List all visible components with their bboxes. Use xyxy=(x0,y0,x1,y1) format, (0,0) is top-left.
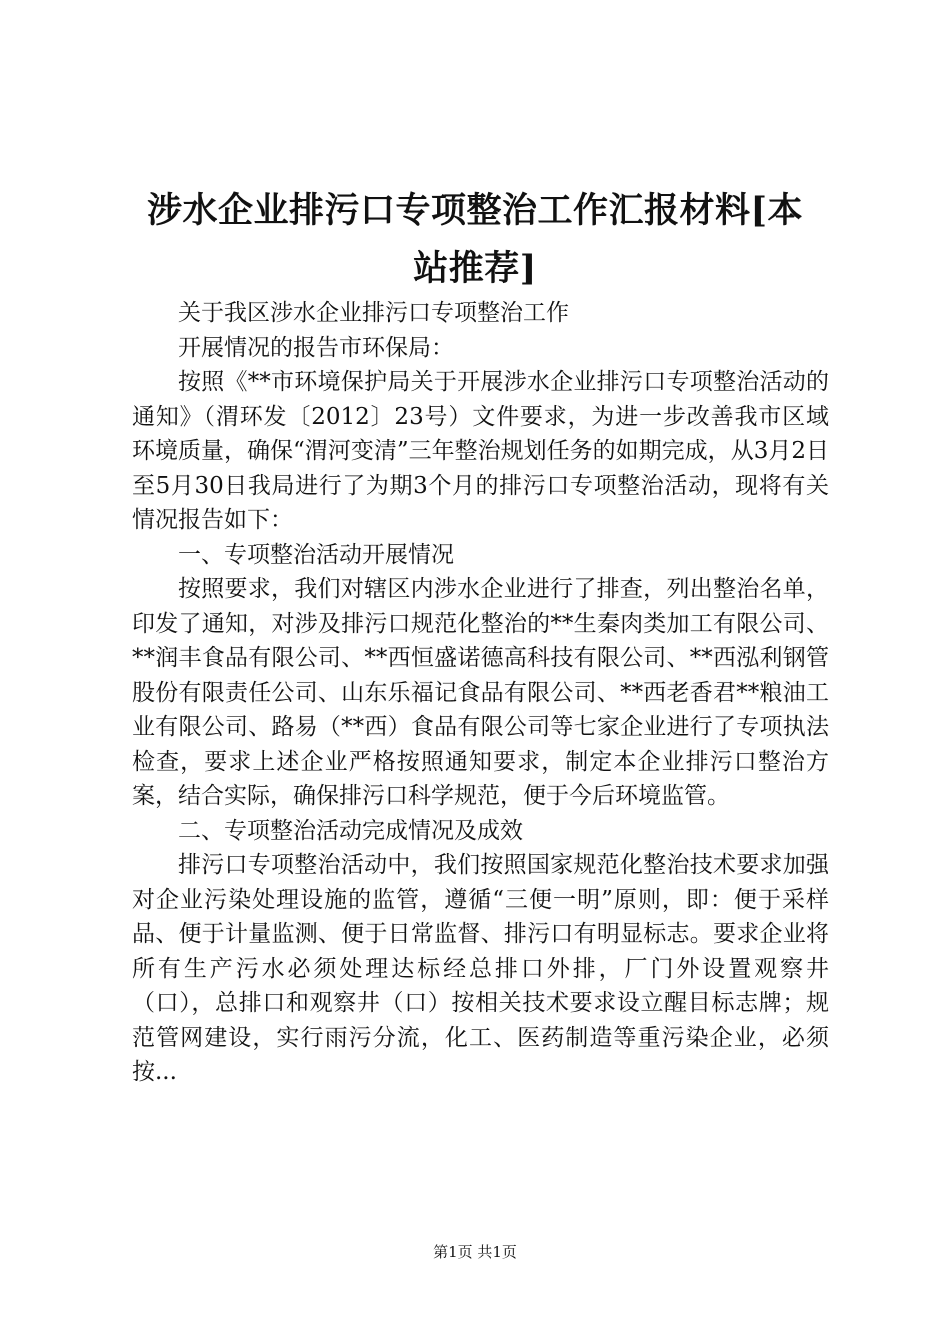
paragraph-section-2: 排污口专项整治活动中，我们按照国家规范化整治技术要求加强对企业污染处理设施的监管，遵循“三便一明”原则，即：便于采样品、便于计量监测、便于日常监督、排污口有明显标志。要求企业将所有生产污水必须处理达标经总排口外排，厂门外设置观察井（口），总排口和观察井（口）按相关技术要求设立醒目标志牌；规范管网建设，实行雨污分流，化工、医药制造等重污染企业，必须按... xyxy=(132,852,829,1085)
paragraph-section-1: 按照要求，我们对辖区内涉水企业进行了排查，列出整治名单，印发了通知，对涉及排污口规范化整治的**生秦肉类加工有限公司、**润丰食品有限公司、**西恒盛诺德高科技有限公司、**西泓利钢管股份有限责任公司、山东乐福记食品有限公司、**西老香君**粮油工业有限公司、路易（**西）食品有限公司等七家企业进行了专项执法检查，要求上述企业严格按照通知要求，制定本企业排污口整治方案，结合实际，确保排污口科学规范，便于今后环境监管。 xyxy=(132,576,829,809)
page-footer xyxy=(0,1242,950,1262)
document-title: 涉水企业排污口专项整治工作汇报材料[本站推荐] xyxy=(146,190,804,289)
section-heading-2: 二、专项整治活动完成情况及成效 xyxy=(178,817,523,844)
page-number-indicator: 第1页 共1页 xyxy=(433,1243,517,1261)
document-body xyxy=(132,296,829,1090)
paragraph-introduction: 按照《**市环境保护局关于开展涉水企业排污口专项整治活动的通知》（渭环发〔2012〕23号）文件要求，为进一步改善我市区域环境质量，确保“渭河变清”三年整治规划任务的如期完成，从3月2日至5月30日我局进行了为期3个月的排污口专项整治活动，现将有关情况报告如下： xyxy=(132,369,829,533)
section-heading-1: 一、专项整治活动开展情况 xyxy=(178,541,454,568)
paragraph-report-subject: 关于我区涉水企业排污口专项整治工作 xyxy=(178,300,569,326)
paragraph-report-recipient: 开展情况的报告市环保局： xyxy=(178,334,454,361)
